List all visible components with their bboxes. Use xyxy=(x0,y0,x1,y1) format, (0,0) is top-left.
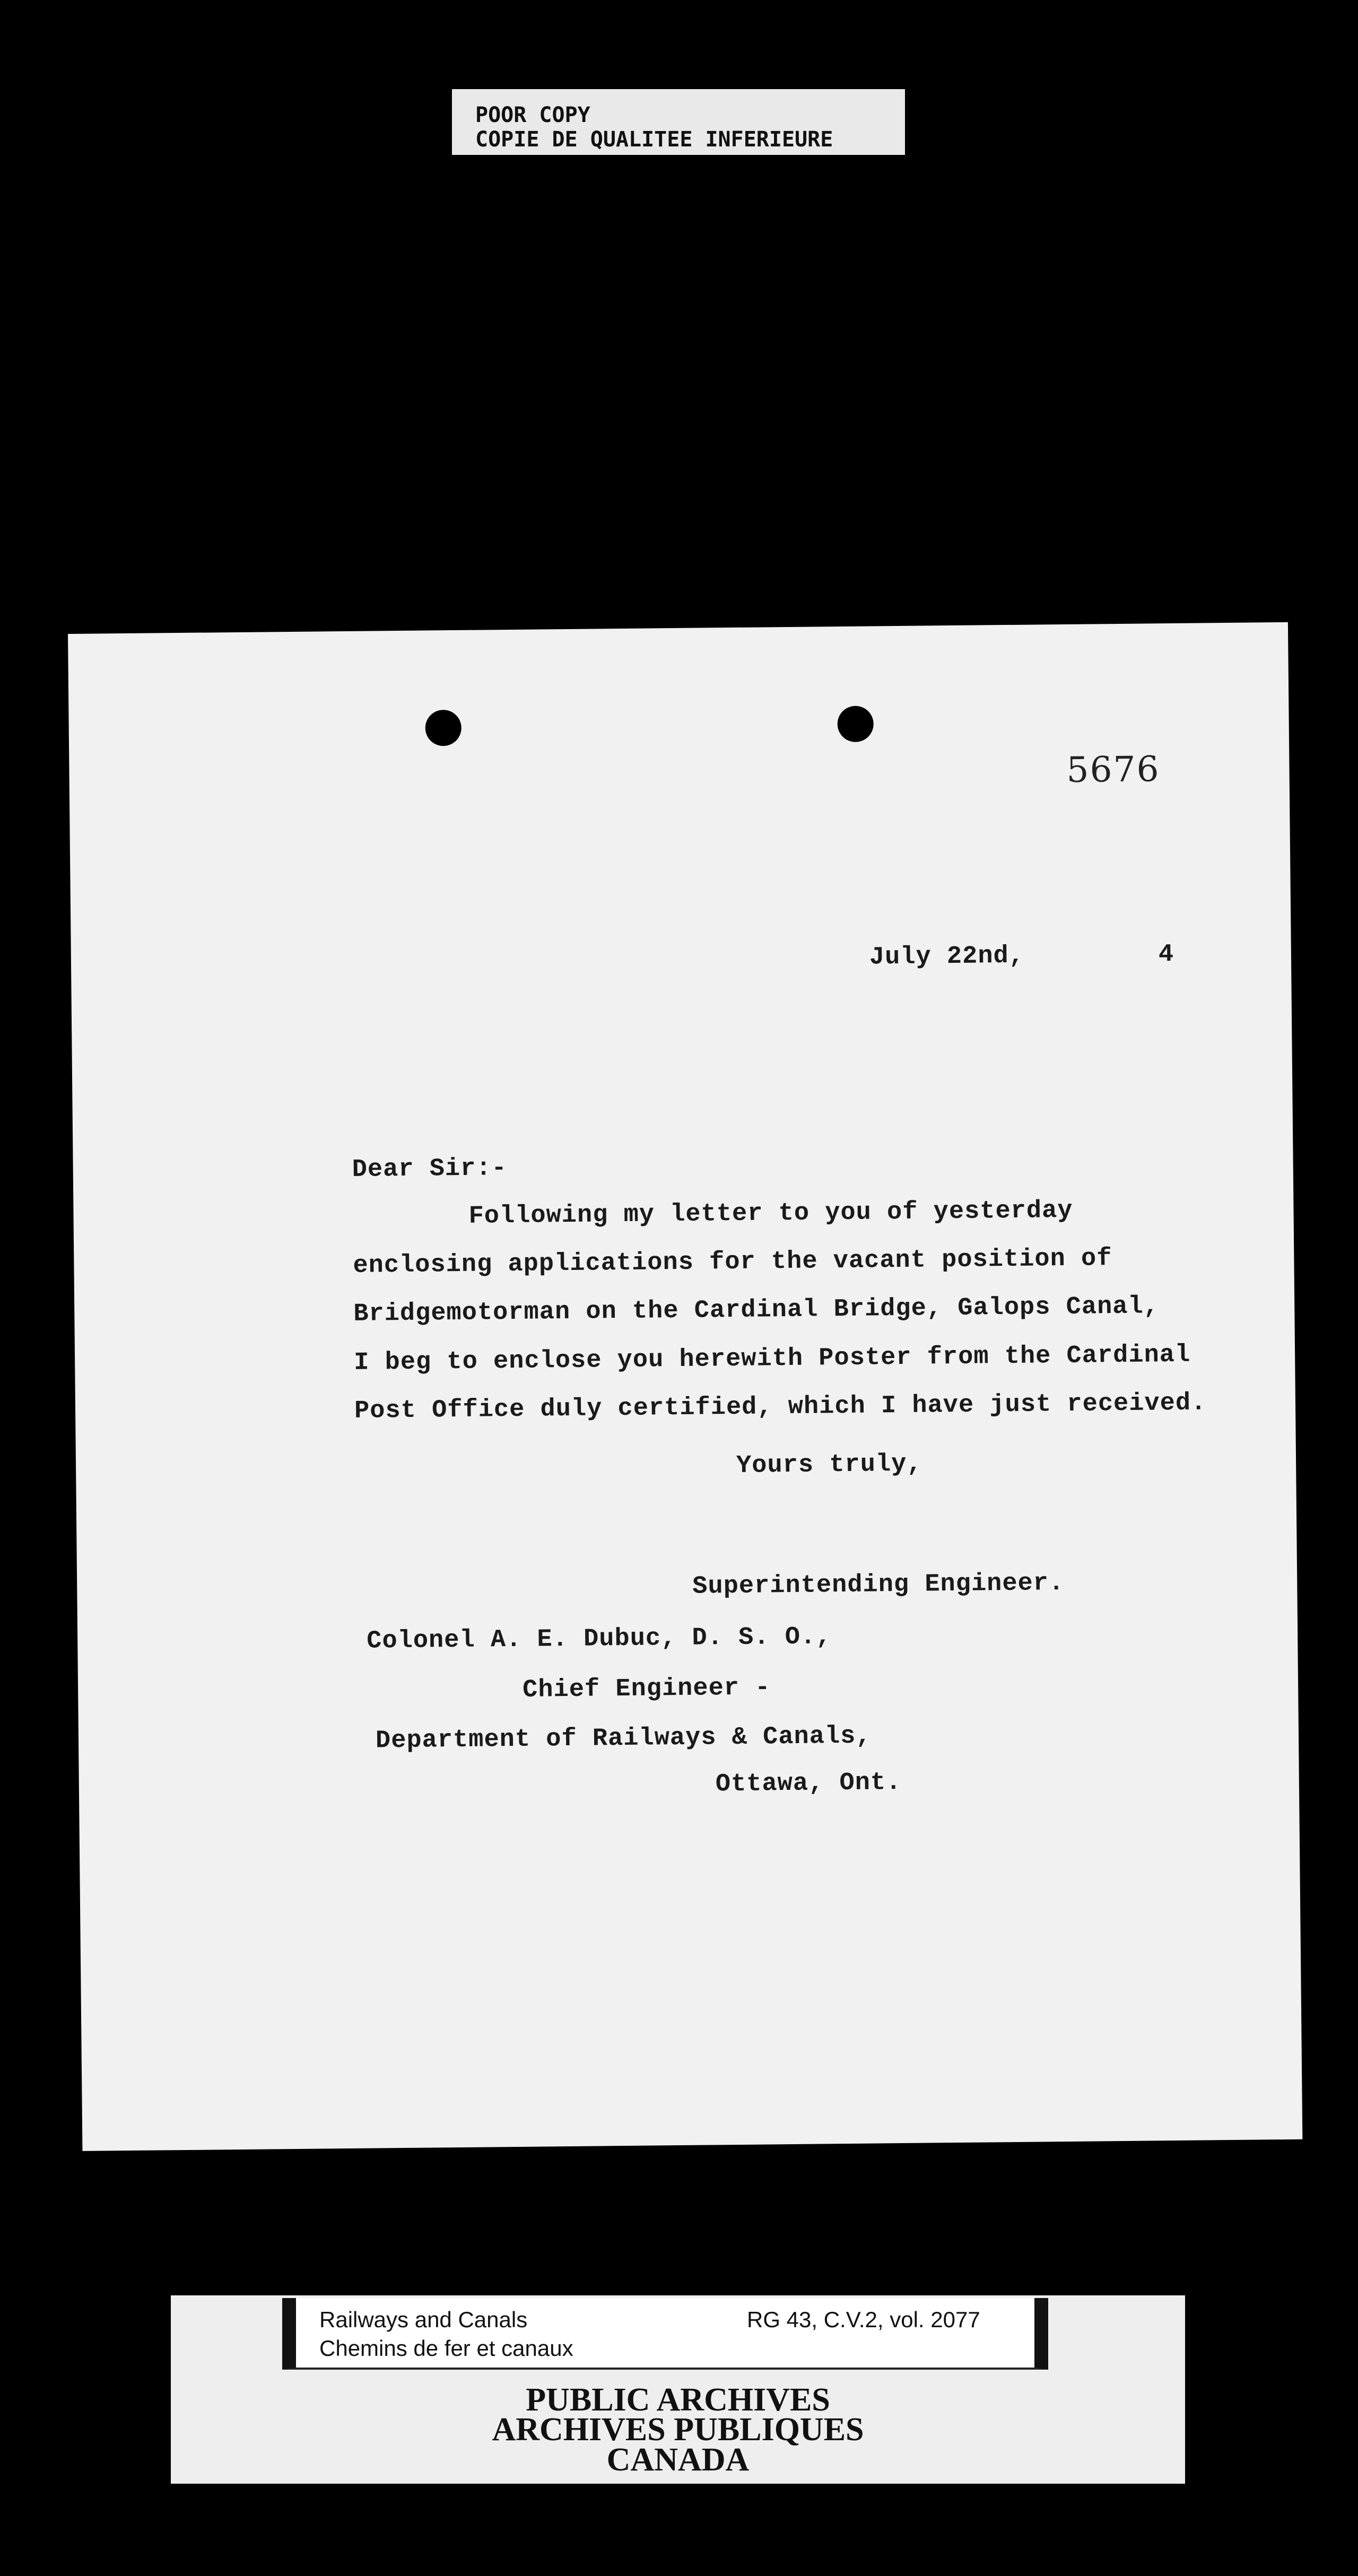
stamp-line-french: COPIE DE QUALITEE INFERIEURE xyxy=(475,127,833,152)
poor-copy-stamp xyxy=(452,89,905,155)
closing: Yours truly, xyxy=(736,1450,922,1480)
recipient-department: Department of Railways & Canals, xyxy=(375,1722,872,1755)
body-line: I beg to enclose you herewith Poster from the Cardinal xyxy=(353,1341,1191,1377)
fonds-name-french: Chemins de fer et canaux xyxy=(319,2336,573,2361)
archive-reference-label xyxy=(282,2298,1048,2370)
punch-hole-right xyxy=(837,706,874,742)
recipient-title: Chief Engineer - xyxy=(522,1674,771,1704)
letter-sheet xyxy=(68,622,1302,2151)
body-line: enclosing applications for the vacant position of xyxy=(353,1245,1112,1280)
punch-hole-left xyxy=(425,710,462,746)
institution-country: CANADA xyxy=(606,2442,750,2478)
institution-name-english: PUBLIC ARCHIVES xyxy=(526,2382,830,2418)
archive-footer xyxy=(171,2295,1185,2484)
recipient-city: Ottawa, Ont. xyxy=(715,1769,902,1799)
fonds-name-english: Railways and Canals xyxy=(319,2307,528,2332)
body-line: Bridgemotorman on the Cardinal Bridge, Galops Canal, xyxy=(353,1292,1160,1328)
recipient-name: Colonel A. E. Dubuc, D. S. O., xyxy=(367,1623,832,1656)
body-line: Post Office duly certified, which I have just received. xyxy=(354,1389,1207,1425)
signature-title: Superintending Engineer. xyxy=(692,1569,1065,1601)
institution-name-french: ARCHIVES PUBLIQUES xyxy=(492,2412,864,2448)
letter-sequence-number: 4 xyxy=(1158,941,1174,969)
body-line: Following my letter to you of yesterday xyxy=(468,1196,1073,1231)
archive-reference: RG 43, C.V.2, vol. 2077 xyxy=(747,2307,980,2332)
salutation: Dear Sir:- xyxy=(352,1154,508,1184)
letter-date: July 22nd, xyxy=(869,942,1025,972)
stamp-line-english: POOR COPY xyxy=(475,103,590,127)
page-number: 5676 xyxy=(1066,749,1160,790)
